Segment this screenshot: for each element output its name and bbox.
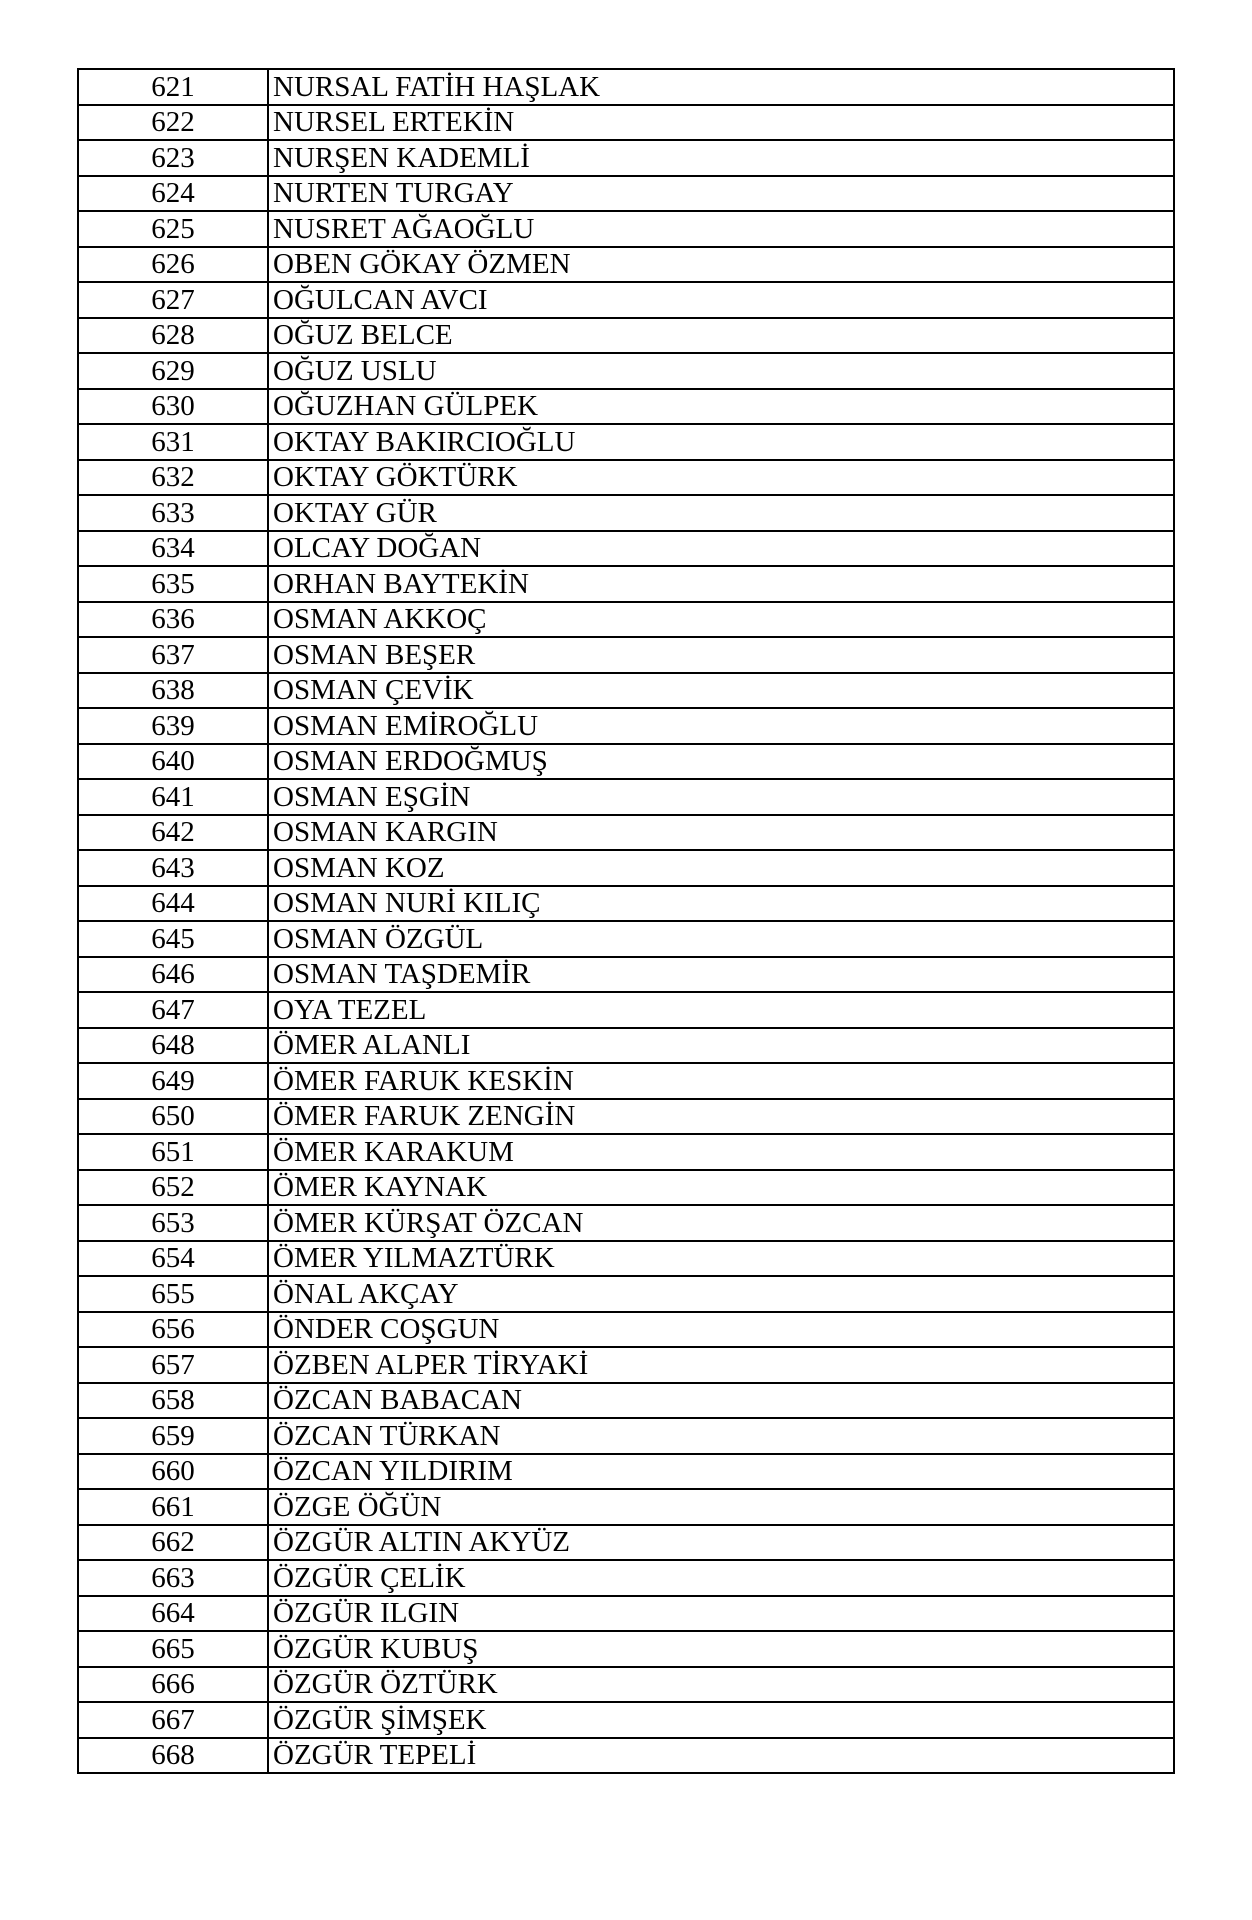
table-row [78, 282, 1174, 318]
row-number: 652 [78, 1170, 268, 1206]
person-name: OSMAN NURİ KILIÇ [268, 886, 1174, 922]
table-row [78, 744, 1174, 780]
name-list-body [78, 69, 1174, 1773]
table-row [78, 779, 1174, 815]
row-number: 647 [78, 992, 268, 1028]
row-number: 621 [78, 69, 268, 105]
person-name: OSMAN EŞGİN [268, 779, 1174, 815]
person-name: OYA TEZEL [268, 992, 1174, 1028]
table-row [78, 992, 1174, 1028]
person-name: OSMAN AKKOÇ [268, 602, 1174, 638]
row-number: 622 [78, 105, 268, 141]
table-row [78, 1525, 1174, 1561]
table-row [78, 1560, 1174, 1596]
table-row [78, 1738, 1174, 1774]
row-number: 654 [78, 1241, 268, 1277]
row-number: 650 [78, 1099, 268, 1135]
table-row [78, 850, 1174, 886]
table-row [78, 1063, 1174, 1099]
row-number: 664 [78, 1596, 268, 1632]
row-number: 667 [78, 1702, 268, 1738]
row-number: 663 [78, 1560, 268, 1596]
table-row [78, 602, 1174, 638]
person-name: ÖZGÜR ÇELİK [268, 1560, 1174, 1596]
row-number: 629 [78, 353, 268, 389]
table-row [78, 1205, 1174, 1241]
person-name: ÖZGÜR ALTIN AKYÜZ [268, 1525, 1174, 1561]
row-number: 624 [78, 176, 268, 212]
person-name: ÖZGÜR TEPELİ [268, 1738, 1174, 1774]
person-name: ÖZGÜR ŞİMŞEK [268, 1702, 1174, 1738]
person-name: ÖMER FARUK ZENGİN [268, 1099, 1174, 1135]
person-name: NURŞEN KADEMLİ [268, 140, 1174, 176]
table-row [78, 1418, 1174, 1454]
row-number: 634 [78, 531, 268, 567]
table-row [78, 1170, 1174, 1206]
person-name: ÖMER KAYNAK [268, 1170, 1174, 1206]
person-name: OKTAY GÜR [268, 495, 1174, 531]
table-row [78, 815, 1174, 851]
person-name: OĞUZ USLU [268, 353, 1174, 389]
row-number: 651 [78, 1134, 268, 1170]
row-number: 662 [78, 1525, 268, 1561]
person-name: OĞUZ BELCE [268, 318, 1174, 354]
person-name: OSMAN EMİROĞLU [268, 708, 1174, 744]
table-row [78, 389, 1174, 425]
row-number: 668 [78, 1738, 268, 1774]
table-row [78, 1099, 1174, 1135]
table-row [78, 460, 1174, 496]
table-row [78, 886, 1174, 922]
person-name: ÖNAL AKÇAY [268, 1276, 1174, 1312]
table-row [78, 318, 1174, 354]
row-number: 642 [78, 815, 268, 851]
row-number: 656 [78, 1312, 268, 1348]
table-row [78, 176, 1174, 212]
table-row [78, 495, 1174, 531]
row-number: 626 [78, 247, 268, 283]
table-row [78, 1596, 1174, 1632]
row-number: 627 [78, 282, 268, 318]
row-number: 640 [78, 744, 268, 780]
table-row [78, 1489, 1174, 1525]
table-row [78, 957, 1174, 993]
table-row [78, 105, 1174, 141]
row-number: 631 [78, 424, 268, 460]
table-row [78, 1347, 1174, 1383]
person-name: ÖZCAN TÜRKAN [268, 1418, 1174, 1454]
row-number: 636 [78, 602, 268, 638]
person-name: OĞULCAN AVCI [268, 282, 1174, 318]
table-row [78, 1667, 1174, 1703]
person-name: OSMAN ÇEVİK [268, 673, 1174, 709]
person-name: ÖZCAN YILDIRIM [268, 1454, 1174, 1490]
table-row [78, 1241, 1174, 1277]
table-row [78, 424, 1174, 460]
table-row [78, 1028, 1174, 1064]
person-name: OSMAN ERDOĞMUŞ [268, 744, 1174, 780]
row-number: 657 [78, 1347, 268, 1383]
table-row [78, 140, 1174, 176]
table-row [78, 353, 1174, 389]
person-name: ÖZGÜR KUBUŞ [268, 1631, 1174, 1667]
table-row [78, 673, 1174, 709]
person-name: OSMAN KOZ [268, 850, 1174, 886]
row-number: 653 [78, 1205, 268, 1241]
name-list-table [77, 68, 1175, 1774]
table-row [78, 1383, 1174, 1419]
row-number: 632 [78, 460, 268, 496]
table-row [78, 1312, 1174, 1348]
table-row [78, 637, 1174, 673]
table-row [78, 1702, 1174, 1738]
person-name: NURSAL FATİH HAŞLAK [268, 69, 1174, 105]
row-number: 661 [78, 1489, 268, 1525]
person-name: OKTAY BAKIRCIOĞLU [268, 424, 1174, 460]
table-row [78, 921, 1174, 957]
person-name: OSMAN BEŞER [268, 637, 1174, 673]
person-name: NUSRET AĞAOĞLU [268, 211, 1174, 247]
person-name: ÖZGÜR ILGIN [268, 1596, 1174, 1632]
person-name: OSMAN KARGIN [268, 815, 1174, 851]
row-number: 659 [78, 1418, 268, 1454]
row-number: 644 [78, 886, 268, 922]
row-number: 648 [78, 1028, 268, 1064]
person-name: ÖZCAN BABACAN [268, 1383, 1174, 1419]
table-row [78, 566, 1174, 602]
row-number: 665 [78, 1631, 268, 1667]
row-number: 646 [78, 957, 268, 993]
row-number: 666 [78, 1667, 268, 1703]
person-name: OBEN GÖKAY ÖZMEN [268, 247, 1174, 283]
person-name: ÖMER ALANLI [268, 1028, 1174, 1064]
table-row [78, 1454, 1174, 1490]
row-number: 643 [78, 850, 268, 886]
table-row [78, 1134, 1174, 1170]
person-name: ÖMER KÜRŞAT ÖZCAN [268, 1205, 1174, 1241]
person-name: ÖMER KARAKUM [268, 1134, 1174, 1170]
table-row [78, 708, 1174, 744]
row-number: 637 [78, 637, 268, 673]
person-name: ÖZGE ÖĞÜN [268, 1489, 1174, 1525]
table-row [78, 1276, 1174, 1312]
row-number: 630 [78, 389, 268, 425]
table-row [78, 247, 1174, 283]
row-number: 649 [78, 1063, 268, 1099]
person-name: ÖMER FARUK KESKİN [268, 1063, 1174, 1099]
person-name: ÖMER YILMAZTÜRK [268, 1241, 1174, 1277]
person-name: ÖNDER COŞGUN [268, 1312, 1174, 1348]
person-name: OSMAN ÖZGÜL [268, 921, 1174, 957]
row-number: 658 [78, 1383, 268, 1419]
person-name: NURTEN TURGAY [268, 176, 1174, 212]
row-number: 641 [78, 779, 268, 815]
person-name: OLCAY DOĞAN [268, 531, 1174, 567]
row-number: 655 [78, 1276, 268, 1312]
table-row [78, 1631, 1174, 1667]
person-name: OSMAN TAŞDEMİR [268, 957, 1174, 993]
table-row [78, 211, 1174, 247]
table-row [78, 69, 1174, 105]
row-number: 635 [78, 566, 268, 602]
row-number: 628 [78, 318, 268, 354]
row-number: 639 [78, 708, 268, 744]
person-name: ORHAN BAYTEKİN [268, 566, 1174, 602]
row-number: 623 [78, 140, 268, 176]
person-name: NURSEL ERTEKİN [268, 105, 1174, 141]
row-number: 625 [78, 211, 268, 247]
row-number: 633 [78, 495, 268, 531]
row-number: 660 [78, 1454, 268, 1490]
row-number: 638 [78, 673, 268, 709]
person-name: OKTAY GÖKTÜRK [268, 460, 1174, 496]
person-name: ÖZBEN ALPER TİRYAKİ [268, 1347, 1174, 1383]
table-row [78, 531, 1174, 567]
person-name: OĞUZHAN GÜLPEK [268, 389, 1174, 425]
row-number: 645 [78, 921, 268, 957]
person-name: ÖZGÜR ÖZTÜRK [268, 1667, 1174, 1703]
